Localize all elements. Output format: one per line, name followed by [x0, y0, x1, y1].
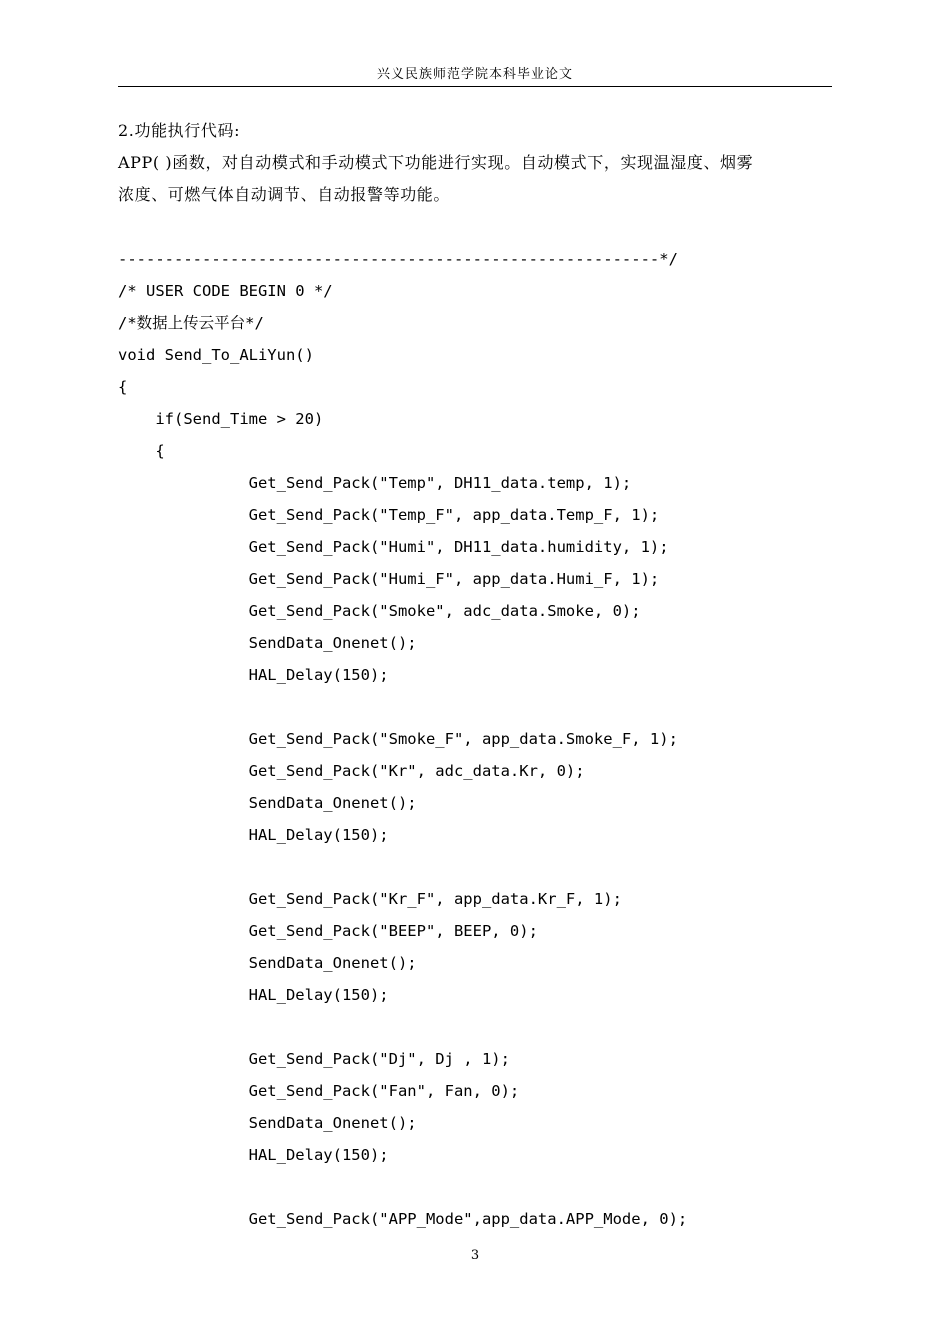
code-line: ----------------------------------------------------------*/: [118, 250, 678, 268]
code-line: Get_Send_Pack("Kr", adc_data.Kr, 0);: [118, 762, 585, 780]
section-heading: 2.功能执行代码:: [118, 121, 241, 140]
code-line: SendData_Onenet();: [118, 794, 417, 812]
code-line: Get_Send_Pack("Kr_F", app_data.Kr_F, 1);: [118, 890, 622, 908]
code-line: /* USER CODE BEGIN 0 */: [118, 282, 333, 300]
code-line: if(Send_Time > 20): [118, 410, 324, 428]
code-line: SendData_Onenet();: [118, 634, 417, 652]
code-line: Get_Send_Pack("Temp", DH11_data.temp, 1);: [118, 474, 632, 492]
code-line: Get_Send_Pack("Smoke", adc_data.Smoke, 0);: [118, 602, 641, 620]
code-line: /*数据上传云平台*/: [118, 314, 264, 332]
page-header-title: 兴义民族师范学院本科毕业论文: [376, 67, 573, 82]
page-number: 3: [470, 1248, 480, 1263]
code-line: HAL_Delay(150);: [118, 986, 389, 1004]
code-line: HAL_Delay(150);: [118, 666, 389, 684]
paragraph-line-1: APP( )函数，对自动模式和手动模式下功能进行实现。自动模式下，实现温湿度、烟雾: [118, 153, 754, 172]
code-line: Get_Send_Pack("APP_Mode",app_data.APP_Mode, 0);: [118, 1210, 688, 1228]
code-line: SendData_Onenet();: [118, 954, 417, 972]
code-line: {: [118, 378, 128, 396]
code-line: Get_Send_Pack("Humi_F", app_data.Humi_F, 1);: [118, 570, 660, 588]
code-line: Get_Send_Pack("Smoke_F", app_data.Smoke_F, 1);: [118, 730, 678, 748]
code-line: Get_Send_Pack("Dj", Dj , 1);: [118, 1050, 510, 1068]
code-line: {: [118, 442, 165, 460]
code-line: Get_Send_Pack("Temp_F", app_data.Temp_F, 1);: [118, 506, 660, 524]
code-line: SendData_Onenet();: [118, 1114, 417, 1132]
code-line: Get_Send_Pack("Fan", Fan, 0);: [118, 1082, 520, 1100]
code-line: Get_Send_Pack("Humi", DH11_data.humidity, 1);: [118, 538, 669, 556]
code-line: HAL_Delay(150);: [118, 826, 389, 844]
code-line: Get_Send_Pack("BEEP", BEEP, 0);: [118, 922, 538, 940]
paragraph-line-2: 浓度、可燃气体自动调节、自动报警等功能。: [118, 185, 451, 204]
code-line: void Send_To_ALiYun(): [118, 346, 314, 364]
header-divider: [118, 86, 832, 87]
code-line: HAL_Delay(150);: [118, 1146, 389, 1164]
